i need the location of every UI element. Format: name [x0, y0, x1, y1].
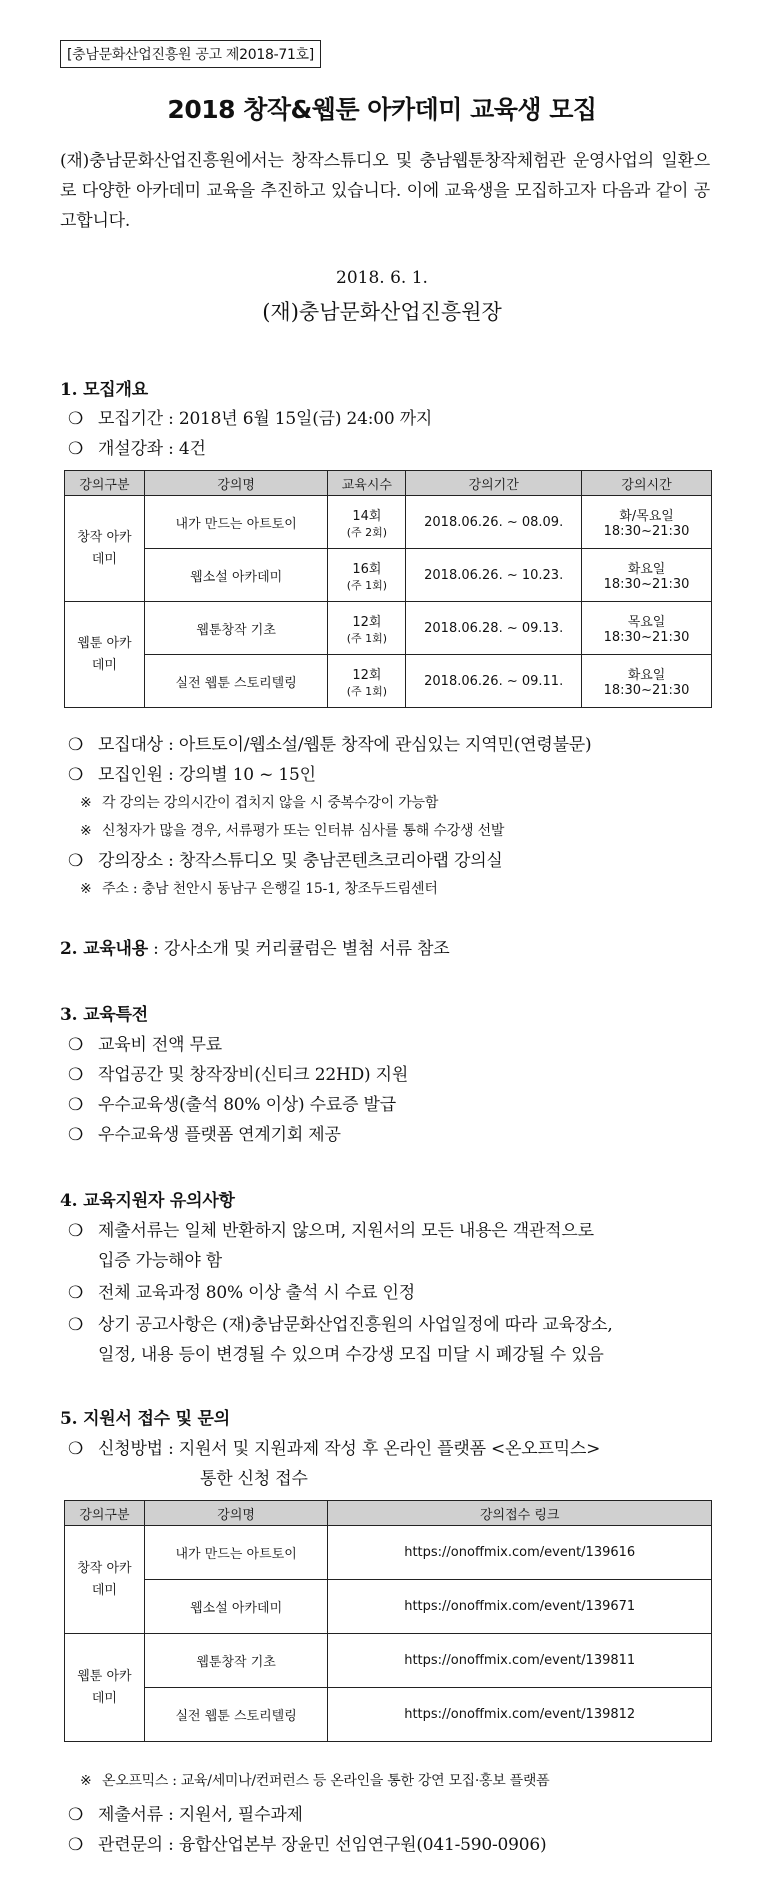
- course-hours: 12회 (주 1회): [328, 655, 406, 708]
- course-name: 웹소설 아카데미: [144, 549, 328, 602]
- bullet-mark: ❍: [68, 1035, 84, 1055]
- apply-method: ❍ 신청방법 : 지원서 및 지원과제 작성 후 온라인 플랫폼 <온오프믹스>: [68, 1439, 601, 1459]
- bullet-mark: ❍: [68, 409, 84, 429]
- recruit-period: ❍ 모집기간 : 2018년 6월 15일(금) 24:00 까지: [68, 409, 433, 429]
- course-period: 2018.06.28. ~ 09.13.: [406, 602, 582, 655]
- onoffmix-note: ※ 온오프믹스 : 교육/세미나/컨퍼런스 등 온라인을 통한 강연 모집·홍보 플랫폼: [80, 1773, 550, 1789]
- col-header: 강의시간: [582, 471, 712, 496]
- category-cell: 웹툰 아카데미: [65, 1634, 145, 1742]
- bullet-mark: ❍: [68, 1835, 84, 1855]
- caution-item: ❍ 제출서류는 일체 반환하지 않으며, 지원서의 모든 내용은 객관적으로: [68, 1221, 594, 1241]
- course-period: 2018.06.26. ~ 08.09.: [406, 496, 582, 549]
- benefit-item: ❍ 우수교육생 플랫폼 연계기회 제공: [68, 1125, 341, 1145]
- caution-item-continued: 일정, 내용 등이 변경될 수 있으며 수강생 모집 미달 시 폐강될 수 있음: [98, 1345, 604, 1365]
- course-time: 화/목요일 18:30~21:30: [582, 496, 712, 549]
- table-row: [65, 1688, 712, 1742]
- category-cell: 창작 아카데미: [65, 1526, 145, 1634]
- bullet-mark: ❍: [68, 765, 84, 785]
- col-header: 교육시수: [328, 471, 406, 496]
- course-hours: 14회 (주 2회): [328, 496, 406, 549]
- table-row: [65, 1526, 712, 1580]
- intro-paragraph: (재)충남문화산업진흥원에서는 창작스튜디오 및 충남웹툰창작체험관 운영사업의 일환으로 다양한 아카데미 교육을 추진하고 있습니다. 이에 교육생을 모집하고자 다음과 같이 공고합니다.: [60, 151, 710, 231]
- table-row: [65, 549, 712, 602]
- course-name: 웹소설 아카데미: [144, 1580, 328, 1634]
- col-header: 강의명: [144, 1501, 328, 1526]
- course-schedule-table: [64, 470, 712, 708]
- section4-heading: 4. 교육지원자 유의사항: [60, 1191, 235, 1211]
- bullet-mark: ❍: [68, 1125, 84, 1145]
- recruit-capacity: ❍ 모집인원 : 강의별 10 ~ 15인: [68, 765, 316, 785]
- table-row: [65, 1580, 712, 1634]
- course-name: 실전 웹툰 스토리텔링: [144, 1688, 328, 1742]
- course-time: 화요일 18:30~21:30: [582, 655, 712, 708]
- registration-link[interactable]: https://onoffmix.com/event/139812: [328, 1688, 712, 1742]
- notice-date: 2018. 6. 1.: [336, 268, 428, 288]
- course-name: 내가 만드는 아트토이: [144, 1526, 328, 1580]
- bullet-mark: ❍: [68, 1439, 84, 1459]
- caution-item: ❍ 상기 공고사항은 (재)충남문화산업진흥원의 사업일정에 따라 교육장소,: [68, 1315, 613, 1335]
- course-name: 실전 웹툰 스토리텔링: [144, 655, 328, 708]
- lecture-venue: ❍ 강의장소 : 창작스튜디오 및 충남콘텐츠코리아랩 강의실: [68, 851, 503, 871]
- table-row: [65, 655, 712, 708]
- course-name: 내가 만드는 아트토이: [144, 496, 328, 549]
- bullet-mark: ❍: [68, 735, 84, 755]
- caution-item: ❍ 전체 교육과정 80% 이상 출석 시 수료 인정: [68, 1283, 415, 1303]
- required-documents: ❍ 제출서류 : 지원서, 필수과제: [68, 1805, 303, 1825]
- col-header: 강의구분: [65, 471, 145, 496]
- table-row: [65, 496, 712, 549]
- col-header: 강의기간: [406, 471, 582, 496]
- bullet-mark: ❍: [68, 439, 84, 459]
- benefit-item: ❍ 작업공간 및 창작장비(신티크 22HD) 지원: [68, 1065, 409, 1085]
- recruit-target: ❍ 모집대상 : 아트토이/웹소설/웹툰 창작에 관심있는 지역민(연령불문): [68, 735, 592, 755]
- table-header-row: [65, 471, 712, 496]
- notice-number: [충남문화산업진흥원 공고 제2018-71호]: [60, 40, 321, 68]
- contact-info: ❍ 관련문의 : 융합산업본부 장윤민 선임연구원(041-590-0906): [68, 1835, 547, 1855]
- caution-item-continued: 입증 가능해야 함: [98, 1251, 222, 1271]
- courses-count: ❍ 개설강좌 : 4건: [68, 439, 206, 459]
- benefit-item: ❍ 우수교육생(출석 80% 이상) 수료증 발급: [68, 1095, 396, 1115]
- organization-name: (재)충남문화산업진흥원장: [262, 300, 502, 324]
- section5-heading: 5. 지원서 접수 및 문의: [60, 1409, 230, 1429]
- col-header: 강의접수 링크: [328, 1501, 712, 1526]
- table-row: [65, 1634, 712, 1688]
- bullet-mark: ❍: [68, 1065, 84, 1085]
- course-hours: 12회 (주 1회): [328, 602, 406, 655]
- course-time: 화요일 18:30~21:30: [582, 549, 712, 602]
- bullet-mark: ❍: [68, 1095, 84, 1115]
- page-title: 2018 창작&웹툰 아카데미 교육생 모집: [167, 95, 597, 124]
- registration-link[interactable]: https://onoffmix.com/event/139671: [328, 1580, 712, 1634]
- col-header: 강의구분: [65, 1501, 145, 1526]
- bullet-mark: ❍: [68, 1221, 84, 1241]
- registration-link[interactable]: https://onoffmix.com/event/139811: [328, 1634, 712, 1688]
- bullet-mark: ❍: [68, 1805, 84, 1825]
- note-selection: ※ 신청자가 많을 경우, 서류평가 또는 인터뷰 심사를 통해 수강생 선발: [80, 823, 505, 839]
- table-row: [65, 602, 712, 655]
- note-duplicate-enrollment: ※ 각 강의는 강의시간이 겹치지 않을 시 중복수강이 가능함: [80, 795, 439, 811]
- category-cell: 웹툰 아카데미: [65, 602, 145, 708]
- apply-method-continued: 통한 신청 접수: [200, 1469, 308, 1489]
- bullet-mark: ❍: [68, 851, 84, 871]
- col-header: 강의명: [144, 471, 328, 496]
- section2-heading: 2. 교육내용 : 강사소개 및 커리큘럼은 별첨 서류 참조: [60, 939, 450, 959]
- table-header-row: [65, 1501, 712, 1526]
- bullet-mark: ❍: [68, 1283, 84, 1303]
- course-hours: 16회 (주 1회): [328, 549, 406, 602]
- course-time: 목요일 18:30~21:30: [582, 602, 712, 655]
- registration-link[interactable]: https://onoffmix.com/event/139616: [328, 1526, 712, 1580]
- section3-heading: 3. 교육특전: [60, 1005, 148, 1025]
- course-name: 웹툰창작 기초: [144, 602, 328, 655]
- course-name: 웹툰창작 기초: [144, 1634, 328, 1688]
- course-period: 2018.06.26. ~ 09.11.: [406, 655, 582, 708]
- course-period: 2018.06.26. ~ 10.23.: [406, 549, 582, 602]
- registration-links-table: [64, 1500, 712, 1742]
- section1-heading: 1. 모집개요: [60, 380, 148, 400]
- bullet-mark: ❍: [68, 1315, 84, 1335]
- venue-address: ※ 주소 : 충남 천안시 동남구 은행길 15-1, 창조두드림센터: [80, 881, 438, 897]
- benefit-item: ❍ 교육비 전액 무료: [68, 1035, 222, 1055]
- category-cell: 창작 아카데미: [65, 496, 145, 602]
